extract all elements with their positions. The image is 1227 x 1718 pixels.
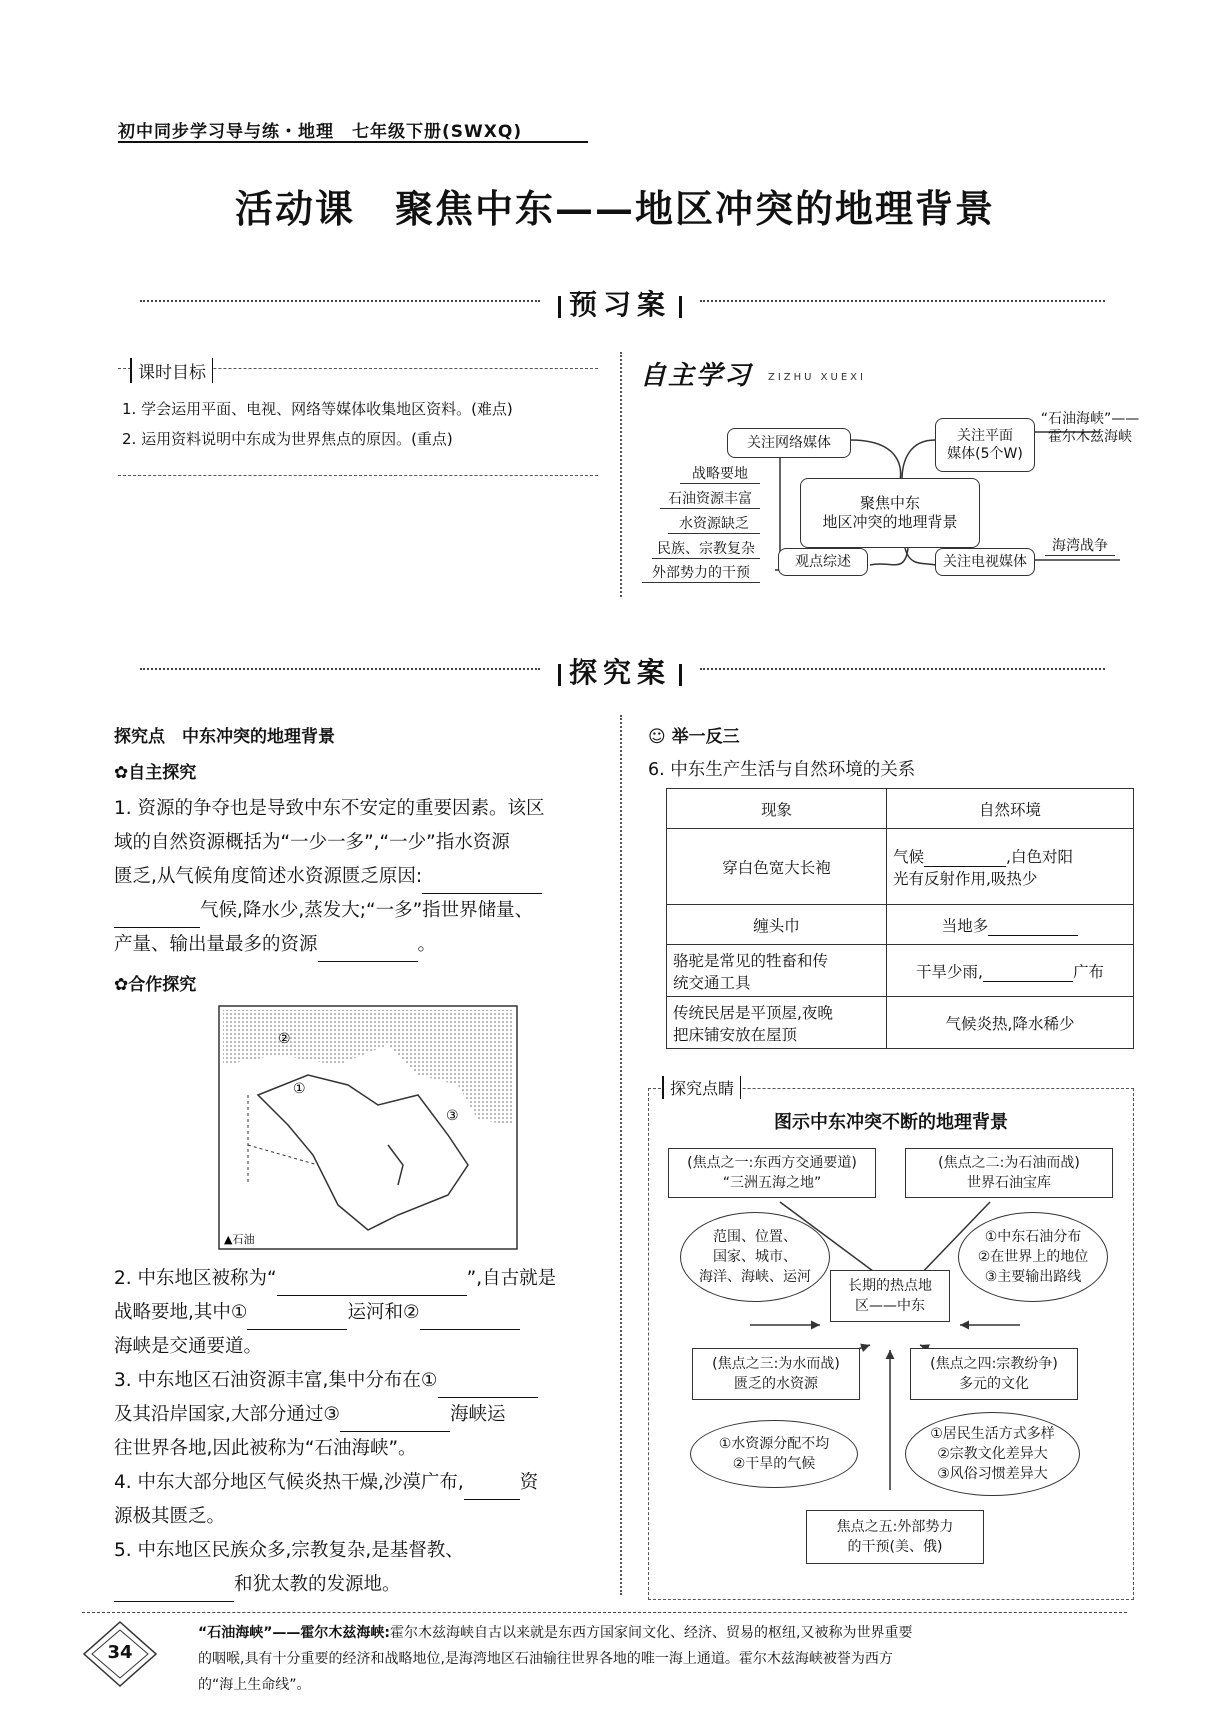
mindmap-leaf-1: 战略要地 [680,463,760,484]
mindmap-leaf-3: 水资源缺乏 [668,513,760,534]
mindmap-oil: “石油海峡”—— 霍尔木兹海峡 [1040,411,1140,446]
mindmap-tv: 关注电视媒体 [935,548,1035,576]
coop-label: ✿合作探究 [114,975,197,995]
mindmap-view: 观点综述 [778,548,868,576]
question-5: 5. 中东地区民族众多,宗教复杂,是基督教、 和犹太教的发源地。 [114,1534,610,1602]
mindmap-print: 关注平面 媒体(5个W) [935,418,1035,472]
footer-note: “石油海峡”——霍尔木兹海峡:霍尔木兹海峡自古以来就是东西方国家间文化、经济、贸易的枢纽,又被称为世界重要 的咽喉,具有十分重要的经济和战略地位,是海湾地区石油输往世界各地的唯一海上通道。霍尔木兹海峡被誉为西方 的“海上生命线”。 [198,1625,913,1693]
focus-center: 长期的热点地 区——中东 [830,1270,950,1322]
section-preview-label: 预习案 [540,283,700,323]
section-explore-label: 探究案 [540,651,700,691]
question-2: 2. 中东地区被称为“ ”,自古就是 战略要地,其中① 运河和② 海峡是交通要道。 [114,1268,557,1357]
ellipse-1: 范围、位置、 国家、城市、 海洋、海峡、运河 [680,1212,830,1302]
divider-right [700,300,1105,302]
insight-label: 探究点睛 [662,1076,741,1099]
mindmap-leaf-4: 民族、宗教复杂 [652,538,760,559]
ellipse-2: ①中东石油分布 ②在世界上的地位 ③主要输出路线 [958,1212,1108,1302]
map-label-1: ① [293,1081,306,1097]
ellipse-4: ①居民生活方式多样 ②宗教文化差异大 ③风俗习惯差异大 [905,1412,1080,1496]
running-header: 初中同步学习导与练・地理 七年级下册(SWXQ) [118,122,523,142]
q1-blank-3[interactable] [318,940,418,962]
page-title: 活动课 聚焦中东——地区冲突的地理背景 [234,186,995,231]
question-4: 4. 中东大部分地区气候炎热干燥,沙漠广布, 资 源极其匮乏。 [114,1472,539,1527]
focus-4: (焦点之四:宗教纷争) 多元的文化 [910,1348,1078,1400]
goals-label: 课时目标 [130,358,213,383]
question-6-label: 6. 中东生产生活与自然环境的关系 [648,760,916,780]
goals-box [118,368,598,476]
page-number: 34 [107,1642,133,1663]
map-label-2: ② [278,1031,291,1047]
map-label-3: ③ [446,1108,459,1124]
column-divider-bottom [620,715,622,1595]
q1-blank-1[interactable] [422,872,542,894]
divider2-right [700,668,1105,670]
mindmap-gulf: 海湾战争 [1045,535,1115,556]
focus-2: (焦点之二:为石油而战) 世界石油宝库 [905,1148,1113,1198]
q1-blank-2[interactable] [114,906,200,928]
goal-item-1: 1. 学会运用平面、电视、网络等媒体收集地区资料。(难点) [122,400,513,418]
footer-rule [82,1612,1127,1613]
question-1: 1. 资源的争夺也是导致中东不安定的重要因素。该区 域的自然资源概括为“一少一多”,“一少”指水资源 匮乏,从气候角度简述水资源匮乏原因: 气候,降水少,蒸发大;“一多”指世界储量、 产量、输出量最多的资源 。 [114,792,610,962]
map-legend: ▲石油 [224,1233,255,1246]
ellipse-3: ①水资源分配不均 ②干旱的气候 [690,1420,858,1488]
q6-table: 现象 自然环境 穿白色宽大长袍 气候 ,白色对阳 光有反射作用,吸热少 缠头巾 当地多 骆驼是常见的牲畜和传 统交通工具 干旱少雨, 广布 传统民居是平顶屋,夜晚 把床铺安放在屋顶 气候炎热,降水稀少 [666,788,1134,1049]
header-rule [118,141,588,143]
mindmap-subtitle: ZIZHU XUEXI [768,372,866,383]
focus-3: (焦点之三:为水而战) 匮乏的水资源 [692,1348,860,1400]
goal-item-2: 2. 运用资料说明中东成为世界焦点的原因。(重点) [122,430,453,448]
divider2-left [140,668,540,670]
question-3: 3. 中东地区石油资源丰富,集中分布在① 及其沿岸国家,大部分通过③ 海峡运 往世界各地,因此被称为“石油海峡”。 [114,1364,610,1466]
extend-label: ☺ 举一反三 [648,727,740,747]
column-divider-top [620,352,622,597]
middle-east-map [218,1005,518,1250]
self-explore-label: ✿自主探究 [114,763,197,783]
mindmap-center: 聚焦中东 地区冲突的地理背景 [800,478,980,548]
divider-left [140,300,540,302]
mindmap-title: 自主学习 [640,361,753,391]
insight-title: 图示中东冲突不断的地理背景 [774,1112,1008,1133]
focus-5: 焦点之五:外部势力 的干预(美、俄) [806,1510,984,1564]
mindmap-leaf-5: 外部势力的干预 [642,562,760,583]
focus-1: (焦点之一:东西方交通要道) “三洲五海之地” [668,1148,876,1198]
explore-point-title: 探究点 中东冲突的地理背景 [114,727,335,747]
mindmap-leaf-2: 石油资源丰富 [660,488,760,509]
mindmap-net: 关注网络媒体 [727,428,851,458]
